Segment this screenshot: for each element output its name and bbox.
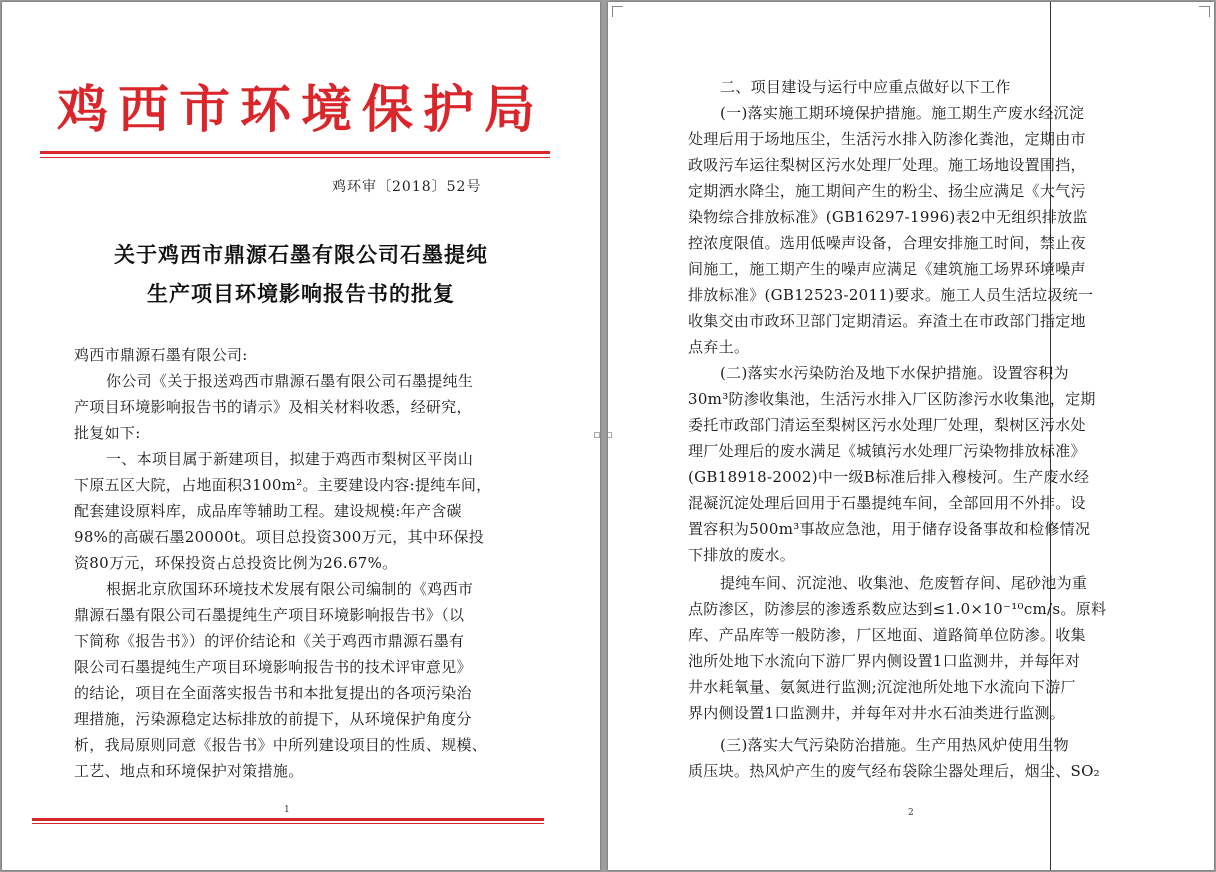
page-number: 2: [908, 808, 914, 818]
body-line: 点防渗区，防渗层的渗透系数应达到≤1.0×10⁻¹⁰cm/s。原料: [688, 600, 1107, 618]
red-footer-rule: [32, 818, 544, 821]
body-line: 混凝沉淀处理后回用于石墨提纯车间，全部回用不外排。设: [688, 494, 1086, 512]
body-line: (三)落实大气污染防治措施。生产用热风炉使用生物: [720, 736, 1069, 754]
body-line: (二)落实水污染防治及地下水保护措施。设置容积为: [720, 364, 1069, 382]
body-line: 工艺、地点和环境保护对策措施。: [74, 762, 304, 780]
body-line: 置容积为500m³事故应急池，用于储存设备事故和检修情况: [688, 520, 1091, 538]
body-line: 下排放的废水。: [688, 546, 796, 564]
organization-title: 鸡西市环境保护局: [56, 80, 545, 140]
page-edge-marker: [594, 432, 600, 438]
body-line: 处理后用于场地压尘，生活污水排入防渗化粪池，定期由市: [688, 130, 1086, 148]
crop-corner-mark: [1199, 6, 1210, 17]
body-line: 配套建设原料库，成品库等辅助工程。建设规模:年产含碳: [74, 502, 462, 520]
body-line: (GB18918-2002)中一级B标准后排入穆棱河。生产废水经: [688, 468, 1090, 486]
body-line: 政吸污车运往梨树区污水处理厂处理。施工场地设置围挡，: [688, 156, 1086, 174]
body-line: 收集交由市政环卫部门定期清运。弃渣土在市政部门指定地: [688, 312, 1086, 330]
body-line: 质压块。热风炉产生的废气经布袋除尘器处理后，烟尘、SO₂: [688, 762, 1100, 780]
body-line: 间施工，施工期产生的噪声应满足《建筑施工场界环境噪声: [688, 260, 1086, 278]
addressee: 鸡西市鼎源石墨有限公司:: [74, 346, 248, 364]
body-line: 产项目环境影响报告书的请示》及相关材料收悉，经研究，: [74, 398, 472, 416]
body-line: 一、本项目属于新建项目，拟建于鸡西市梨树区平岗山: [106, 450, 474, 468]
body-line: 析，我局原则同意《报告书》中所列建设项目的性质、规模、: [74, 736, 488, 754]
document-number: 鸡环审〔2018〕52号: [332, 179, 482, 195]
body-line: 井水耗氧量、氨氮进行监测;沉淀池所处地下水流向下游厂: [688, 678, 1076, 696]
body-line: 库、产品库等一般防渗，厂区地面、道路简单位防渗。收集: [688, 626, 1086, 644]
body-line: 池所处地下水流向下游厂界内侧设置1口监测井，并每年对: [688, 652, 1081, 670]
section-heading: 二、项目建设与运行中应重点做好以下工作: [720, 78, 1011, 96]
body-line: 排放标准》(GB12523-2011)要求。施工人员生活垃圾统一: [688, 286, 1094, 304]
body-line: 资80万元，环保投资占总投资比例为26.67%。: [74, 554, 398, 572]
body-line: 限公司石墨提纯生产项目环境影响报告书的技术评审意见》: [74, 658, 472, 676]
document-title-line-1: 关于鸡西市鼎源石墨有限公司石墨提纯: [114, 242, 488, 267]
body-line: 批复如下:: [74, 424, 141, 442]
body-line: 理措施，污染源稳定达标排放的前提下，从环境保护角度分: [74, 710, 472, 728]
document-page-1: [2, 2, 600, 870]
document-title-line-2: 生产项目环境影响报告书的批复: [147, 281, 455, 306]
body-line: 下简称《报告书》）的评价结论和《关于鸡西市鼎源石墨有: [74, 632, 465, 650]
body-line: 点弃土。: [688, 338, 750, 356]
body-line: 你公司《关于报送鸡西市鼎源石墨有限公司石墨提纯生: [106, 372, 474, 390]
document-page-2: [608, 2, 1214, 870]
body-line: (一)落实施工期环境保护措施。施工期生产废水经沉淀: [720, 104, 1085, 122]
body-line: 98%的高碳石墨20000t。项目总投资300万元，其中环保投: [74, 528, 485, 546]
body-line: 定期洒水降尘，施工期间产生的粉尘、扬尘应满足《大气污: [688, 182, 1086, 200]
body-line: 界内侧设置1口监测井，并每年对井水石油类进行监测。: [688, 704, 1066, 722]
body-line: 提纯车间、沉淀池、收集池、危废暂存间、尾砂池为重: [720, 574, 1088, 592]
page-edge-marker: [608, 432, 612, 438]
body-line: 控浓度限值。选用低噪声设备，合理安排施工时间，禁止夜: [688, 234, 1086, 252]
body-line: 染物综合排放标准》(GB16297-1996)表2中无组织排放监: [688, 208, 1088, 226]
body-line: 鼎源石墨有限公司石墨提纯生产项目环境影响报告书》（以: [74, 606, 465, 624]
crop-corner-mark: [612, 6, 623, 17]
red-header-rule-thin: [40, 157, 550, 158]
red-footer-rule-thin: [32, 823, 544, 824]
page-number: 1: [284, 805, 290, 815]
body-line: 委托市政部门清运至梨树区污水处理厂处理，梨树区污水处: [688, 416, 1086, 434]
body-line: 理厂处理后的废水满足《城镇污水处理厂污染物排放标准》: [688, 442, 1086, 460]
body-line: 根据北京欣国环环境技术发展有限公司编制的《鸡西市: [106, 580, 474, 598]
body-line: 30m³防渗收集池，生活污水排入厂区防渗污水收集池，定期: [688, 390, 1096, 408]
red-header-rule: [40, 151, 550, 154]
body-line: 的结论，项目在全面落实报告书和本批复提出的各项污染治: [74, 684, 472, 702]
body-line: 下原五区大院，占地面积3100m²。主要建设内容:提纯车间，: [74, 476, 492, 494]
